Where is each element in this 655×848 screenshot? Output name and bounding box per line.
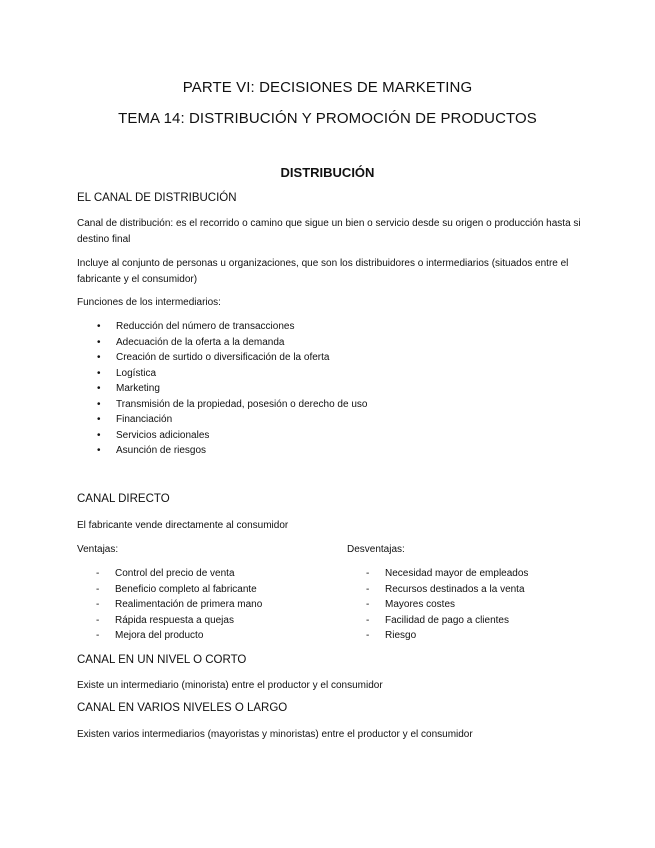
- list-item: • Servicios adicionales: [97, 428, 367, 444]
- list-item: • Marketing: [97, 381, 367, 397]
- dash-icon: -: [366, 630, 370, 642]
- list-item: • Logística: [97, 366, 367, 382]
- document-title: PARTE VI: DECISIONES DE MARKETING: [182, 79, 473, 96]
- dash-icon: -: [96, 614, 100, 626]
- dash-icon: -: [366, 583, 370, 595]
- list-item: - Riesgo: [366, 628, 528, 644]
- bullet-icon: •: [97, 336, 101, 348]
- ventajas-label: Ventajas:: [77, 544, 119, 555]
- bullet-icon: •: [97, 414, 101, 425]
- list-item: - Necesidad mayor de empleados: [366, 566, 528, 582]
- list-item: - Recursos destinados a la venta: [366, 582, 528, 598]
- list-item: - Rápida respuesta a quejas: [96, 613, 262, 629]
- bullet-icon: •: [97, 367, 101, 379]
- list-item: - Control del precio de venta: [96, 566, 262, 582]
- bullet-icon: •: [97, 321, 101, 332]
- section-heading: DISTRIBUCIÓN: [280, 165, 375, 180]
- bullet-icon: •: [97, 429, 101, 441]
- ventajas-list: [96, 566, 262, 644]
- list-item: - Beneficio completo al fabricante: [96, 582, 262, 598]
- dash-icon: -: [96, 630, 100, 642]
- list-item: - Mayores costes: [366, 597, 528, 613]
- canal-distribucion-heading: EL CANAL DE DISTRIBUCIÓN: [77, 192, 237, 204]
- dash-icon: -: [96, 599, 100, 611]
- list-item: • Transmisión de la propiedad, posesión o derecho de uso: [97, 397, 367, 413]
- functions-list: [97, 319, 367, 459]
- bullet-icon: •: [97, 383, 101, 394]
- bullet-icon: •: [97, 352, 101, 363]
- canal-largo-heading: CANAL EN VARIOS NIVELES O LARGO: [77, 702, 288, 714]
- canal-corto-description: Existe un intermediario (minorista) entre el productor y el consumidor: [77, 680, 383, 691]
- desventajas-list: [366, 566, 528, 644]
- canal-corto-heading: CANAL EN UN NIVEL O CORTO: [77, 654, 247, 666]
- dash-icon: -: [366, 599, 370, 611]
- canal-largo-description: Existen varios intermediarios (mayoristas y minoristas) entre el productor y el consumidor: [77, 729, 473, 740]
- list-item: - Mejora del producto: [96, 628, 262, 644]
- canal-directo-heading: CANAL DIRECTO: [77, 493, 170, 505]
- dash-icon: -: [366, 568, 370, 579]
- list-item: • Reducción del número de transacciones: [97, 319, 367, 335]
- list-item: • Creación de surtido o diversificación de la oferta: [97, 350, 367, 366]
- canal-directo-description: El fabricante vende directamente al consumidor: [77, 520, 289, 531]
- bullet-icon: •: [97, 398, 101, 410]
- list-item: • Financiación: [97, 412, 367, 428]
- dash-icon: -: [366, 614, 370, 626]
- functions-label: Funciones de los intermediarios:: [77, 297, 221, 308]
- list-item: - Realimentación de primera mano: [96, 597, 262, 613]
- list-item: - Facilidad de pago a clientes: [366, 613, 528, 629]
- canal-distribucion-definition: Canal de distribución: es el recorrido o camino que sigue un bien o servicio desde su origen o producción hasta si destino final: [77, 218, 581, 245]
- desventajas-label: Desventajas:: [347, 544, 405, 555]
- list-item: • Asunción de riesgos: [97, 443, 367, 459]
- dash-icon: -: [96, 568, 100, 579]
- dash-icon: -: [96, 583, 100, 595]
- canal-distribucion-includes: Incluye al conjunto de personas u organizaciones, que son los distribuidores o intermediarios (situados entre el fabricante y el consumidor): [77, 258, 569, 285]
- document-subtitle: TEMA 14: DISTRIBUCIÓN Y PROMOCIÓN DE PRODUCTOS: [118, 110, 537, 127]
- bullet-icon: •: [97, 445, 101, 456]
- list-item: • Adecuación de la oferta a la demanda: [97, 335, 367, 351]
